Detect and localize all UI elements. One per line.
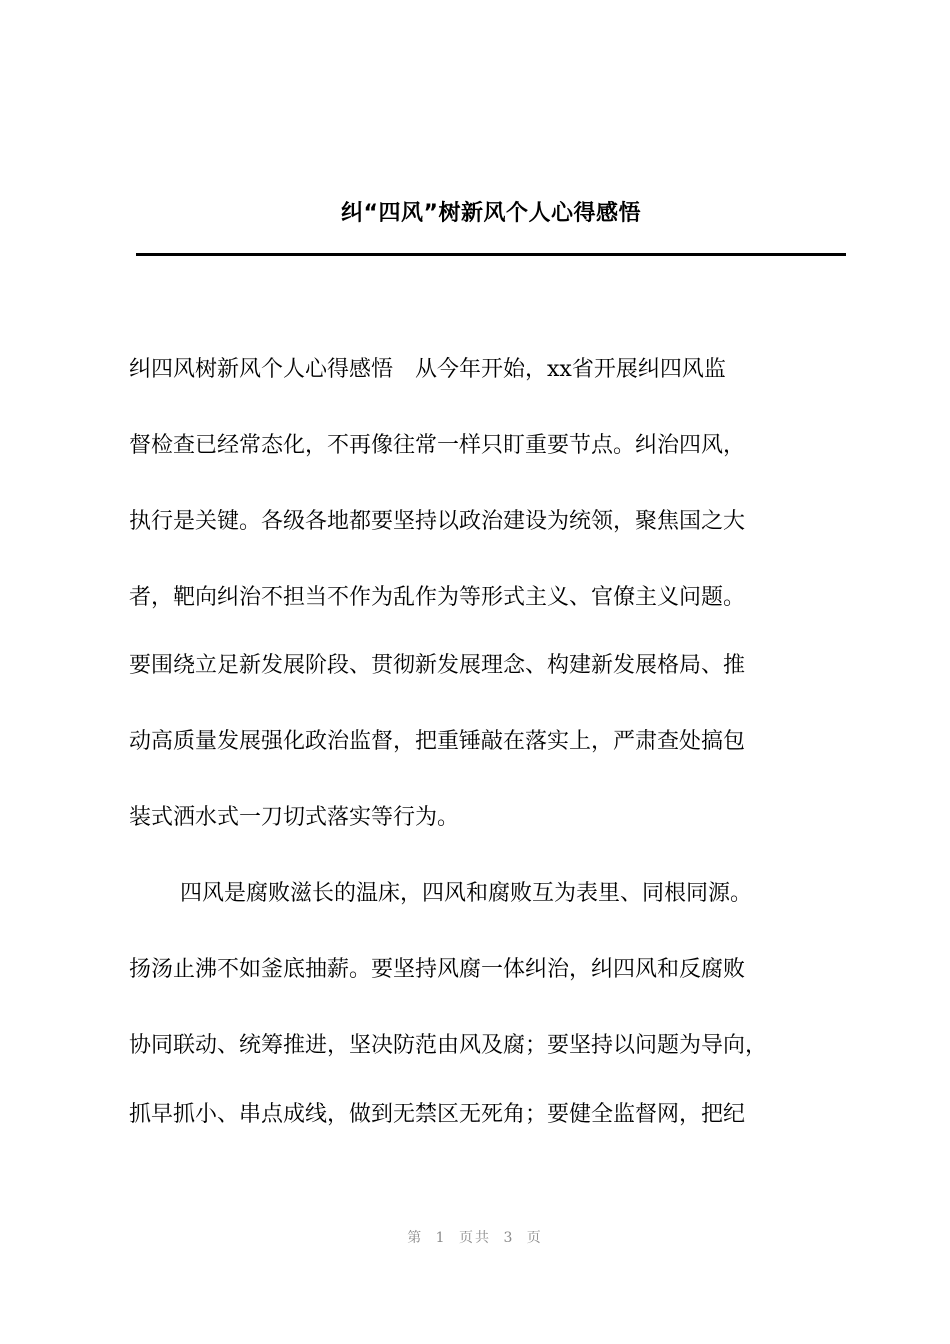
body-line-7: 装式洒水式一刀切式落实等行为。 (129, 805, 460, 830)
body-line-9: 扬汤止沸不如釜底抽薪。要坚持风腐一体纠治，纠四风和反腐败 (129, 957, 746, 982)
body-line-4: 者，靶向纠治不担当不作为乱作为等形式主义、官僚主义问题。 (129, 585, 746, 610)
page-footer: 第 1 页共 3 页 (407, 1230, 543, 1246)
body-line-8: 四风是腐败滋长的温床，四风和腐败互为表里、同根同源。 (180, 881, 753, 906)
body-line-11: 抓早抓小、串点成线，做到无禁区无死角；要健全监督网，把纪 (129, 1102, 746, 1127)
body-line-10: 协同联动、统筹推进，坚决防范由风及腐；要坚持以问题为导向， (129, 1033, 768, 1058)
document-title: 纠“四风”树新风个人心得感悟 (341, 201, 641, 226)
body-line-1: 纠四风树新风个人心得感悟 从今年开始，xx省开展纠四风监 (129, 357, 726, 382)
title-underline (136, 253, 846, 256)
body-line-6: 动高质量发展强化政治监督，把重锤敲在落实上，严肃查处搞包 (129, 729, 746, 754)
body-line-5: 要围绕立足新发展阶段、贯彻新发展理念、构建新发展格局、推 (129, 653, 746, 678)
body-line-2: 督检查已经常态化，不再像往常一样只盯重要节点。纠治四风， (129, 433, 746, 458)
body-line-3: 执行是关键。各级各地都要坚持以政治建设为统领，聚焦国之大 (129, 509, 746, 534)
